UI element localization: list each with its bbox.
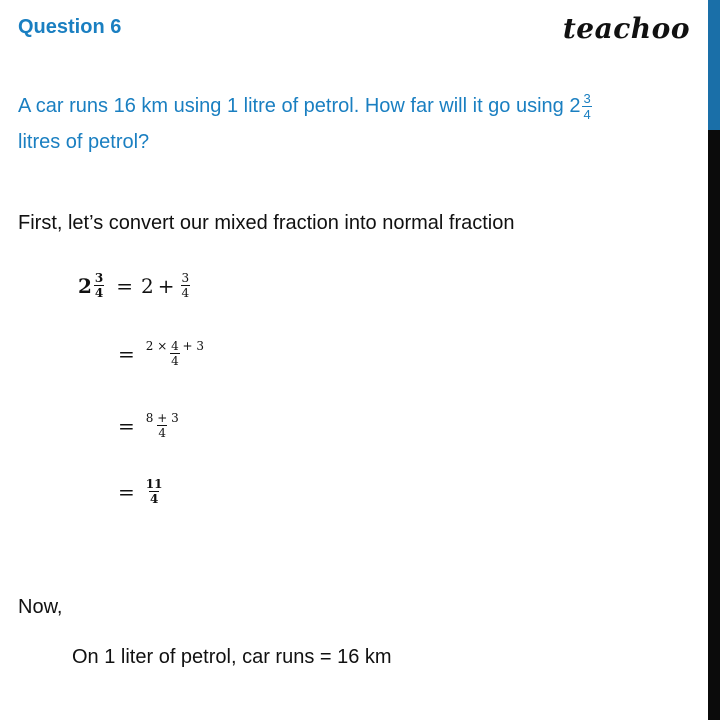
- fraction-numerator: 3: [181, 271, 190, 285]
- fraction-result: [145, 478, 164, 505]
- question-line-2: litres of petrol?: [18, 131, 150, 153]
- fraction-numerator: 3: [583, 91, 591, 107]
- mixed-fraction: [582, 92, 591, 121]
- fraction-denominator: 4: [158, 426, 167, 440]
- fraction-denominator: 4: [181, 286, 190, 300]
- math-step-4: [118, 478, 165, 505]
- fraction-denominator: 4: [171, 354, 179, 368]
- fraction-numerator: 3: [94, 271, 104, 285]
- fraction: [145, 340, 205, 367]
- scrollbar-thumb[interactable]: [708, 0, 720, 130]
- teachoo-logo: teachoo: [562, 12, 690, 45]
- math-step-1: [78, 272, 192, 299]
- equals-sign: =: [118, 341, 135, 366]
- fraction: [145, 412, 180, 439]
- fraction-denominator: 4: [583, 107, 591, 123]
- math-step-3: [118, 412, 182, 439]
- petrol-fact: On 1 liter of petrol, car runs = 16 km: [72, 646, 392, 668]
- equals-sign: =: [118, 413, 135, 438]
- question-title: Question 6: [18, 16, 122, 38]
- mixed-whole: 2: [78, 273, 92, 298]
- fraction-numerator: 11: [145, 477, 163, 491]
- fraction-numerator: 8 + 3: [145, 411, 179, 425]
- fraction-denominator: 4: [149, 492, 159, 506]
- now-label: Now,: [18, 596, 63, 618]
- equals-sign: =: [116, 273, 134, 298]
- scrollbar-rail: [708, 130, 720, 720]
- solution-intro: First, let’s convert our mixed fraction into normal fraction: [18, 212, 515, 234]
- question-line-1-text: A car runs 16 km using 1 litre of petrol. How far will it go using 2: [18, 95, 581, 117]
- plus-sign: +: [157, 273, 175, 298]
- fraction-denominator: 4: [94, 286, 104, 300]
- math-step-2: [118, 340, 207, 367]
- whole-part: 2: [141, 273, 154, 298]
- mixed-fraction-bold: [94, 272, 104, 299]
- fraction-numerator: 2 × 4 + 3: [145, 339, 205, 353]
- fraction-part: [181, 272, 191, 299]
- equals-sign: =: [118, 479, 135, 504]
